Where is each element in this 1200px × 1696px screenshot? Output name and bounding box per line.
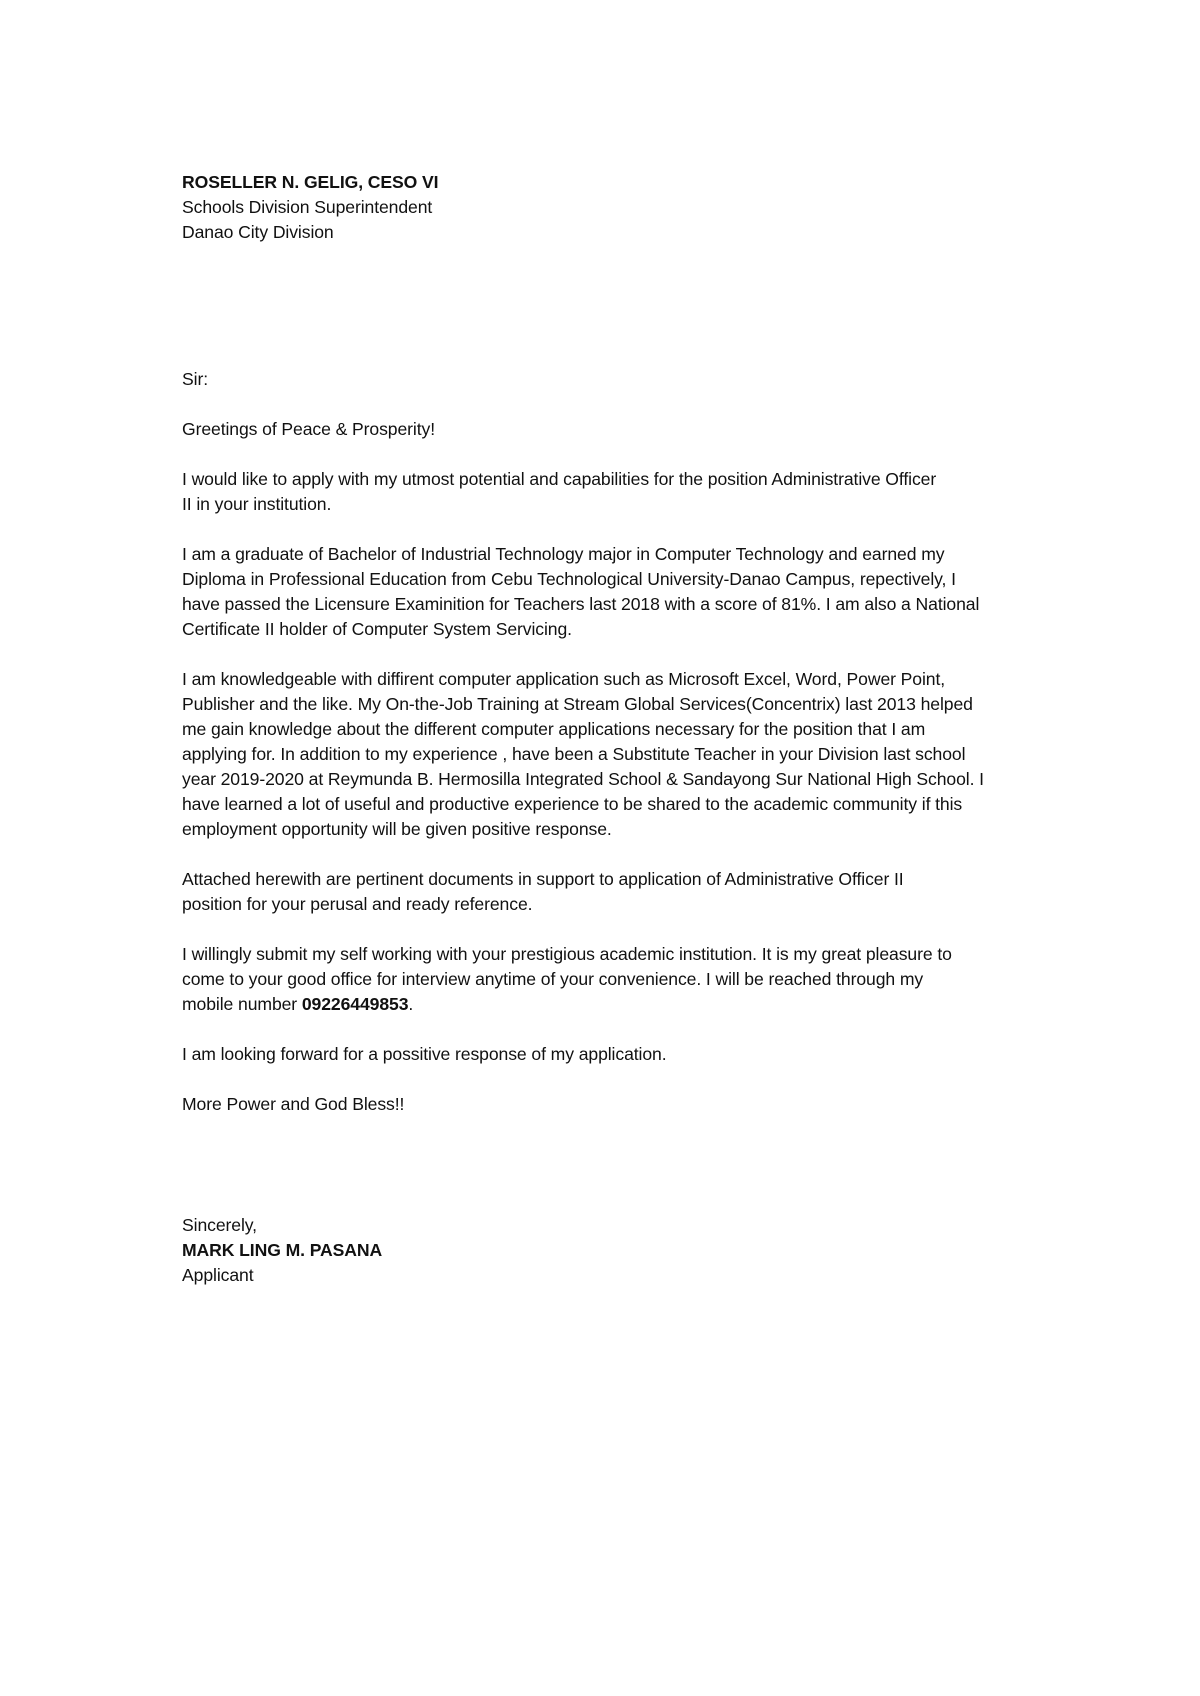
paragraph-line: have passed the Licensure Examinition for Teachers last 2018 with a score of 81%. I am also a National bbox=[182, 594, 980, 614]
paragraph-line: position for your perusal and ready reference. bbox=[182, 894, 533, 914]
paragraph-line: year 2019-2020 at Reymunda B. Hermosilla Integrated School & Sandayong Sur National High School. I bbox=[182, 769, 984, 789]
signature-block bbox=[182, 1213, 1042, 1288]
paragraph-line: I would like to apply with my utmost potential and capabilities for the position Administrative Officer bbox=[182, 469, 937, 489]
recipient-office: Danao City Division bbox=[182, 222, 334, 242]
greeting: Greetings of Peace & Prosperity! bbox=[182, 419, 436, 439]
paragraph-line: I am knowledgeable with diffirent computer application such as Microsoft Excel, Word, Power Point, bbox=[182, 669, 946, 689]
valediction: Sincerely, bbox=[182, 1215, 257, 1235]
paragraph-line: Certificate II holder of Computer System Servicing. bbox=[182, 619, 572, 639]
paragraph-line: applying for. In addition to my experience , have been a Substitute Teacher in your Division last school bbox=[182, 744, 966, 764]
paragraph-line: have learned a lot of useful and productive experience to be shared to the academic community if this bbox=[182, 794, 963, 814]
paragraph-line-mobile bbox=[182, 992, 1042, 1017]
paragraph-line: come to your good office for interview anytime of your convenience. I will be reached through my bbox=[182, 969, 924, 989]
applicant-name: MARK LING M. PASANA bbox=[182, 1240, 383, 1260]
recipient-title: Schools Division Superintendent bbox=[182, 197, 433, 217]
paragraph-contact bbox=[182, 942, 1042, 1017]
paragraph-attachments bbox=[182, 867, 1042, 917]
paragraph-line: II in your institution. bbox=[182, 494, 332, 514]
letter-body bbox=[182, 170, 1042, 1288]
salutation: Sir: bbox=[182, 369, 208, 389]
mobile-suffix: . bbox=[408, 994, 414, 1014]
paragraph-line: I willingly submit my self working with your prestigious academic institution. It is my great pleasure to bbox=[182, 944, 952, 964]
paragraph-line: Attached herewith are pertinent documents in support to application of Administrative Officer II bbox=[182, 869, 904, 889]
applicant-role: Applicant bbox=[182, 1265, 254, 1285]
recipient-block bbox=[182, 170, 1042, 245]
mobile-label: mobile number bbox=[182, 994, 302, 1014]
paragraph-application-intent bbox=[182, 467, 1042, 517]
paragraph-line: me gain knowledge about the different computer applications necessary for the position that I am bbox=[182, 719, 926, 739]
paragraph-line: I am a graduate of Bachelor of Industrial Technology major in Computer Technology and earned my bbox=[182, 544, 945, 564]
recipient-name: ROSELLER N. GELIG, CESO VI bbox=[182, 172, 439, 192]
paragraph-line: Publisher and the like. My On-the-Job Training at Stream Global Services(Concentrix) last 2013 helped bbox=[182, 694, 973, 714]
mobile-number: 09226449853 bbox=[301, 994, 409, 1014]
paragraph-education bbox=[182, 542, 1042, 642]
paragraph-blessing: More Power and God Bless!! bbox=[182, 1094, 405, 1114]
paragraph-looking-forward: I am looking forward for a possitive response of my application. bbox=[182, 1044, 667, 1064]
paragraph-line: Diploma in Professional Education from Cebu Technological University-Danao Campus, repectively, I bbox=[182, 569, 956, 589]
paragraph-experience bbox=[182, 667, 1042, 842]
paragraph-line: employment opportunity will be given positive response. bbox=[182, 819, 612, 839]
